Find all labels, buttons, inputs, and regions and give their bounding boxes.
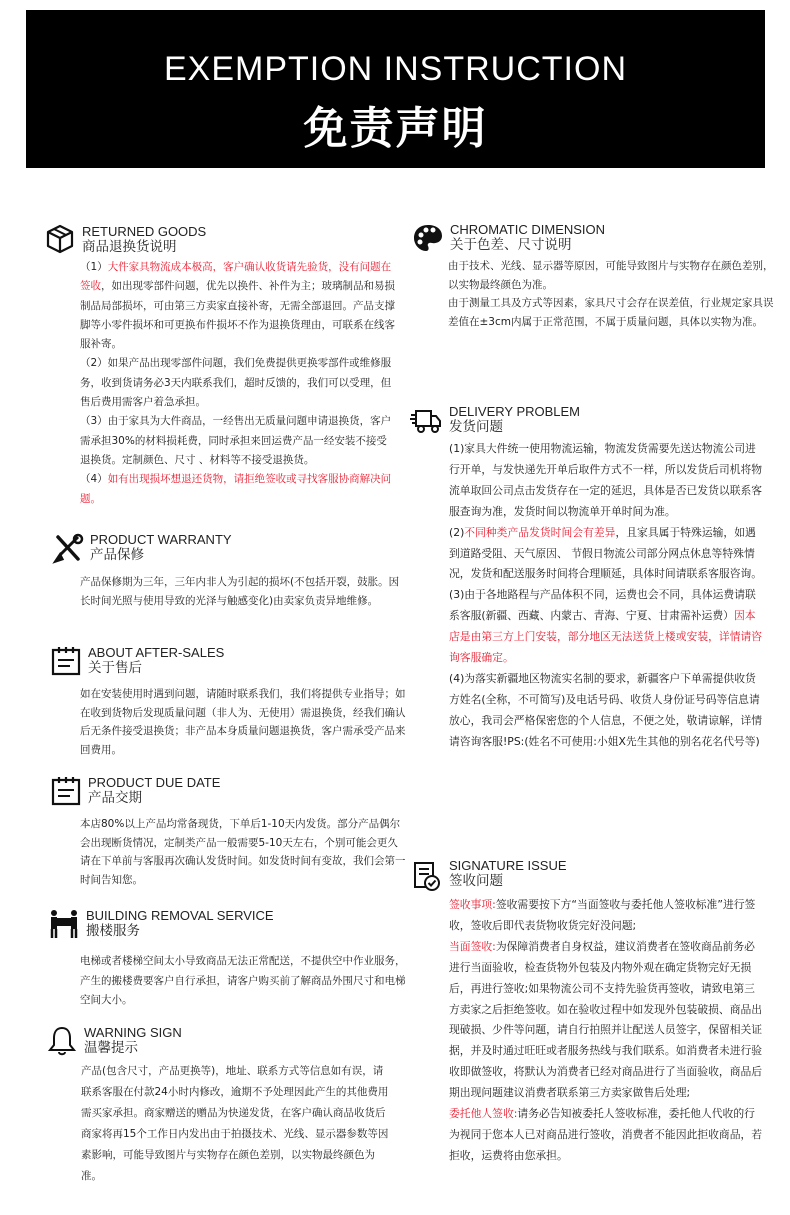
section-body	[80, 685, 406, 759]
text: 为保障消费者自身权益，建议消费者在签收商品前务必进行当面验收，检查货物外包装及内物外观在确定货物完好无损后，再进行签收;如果物流公司不支持先验货再签收，请致电第三方卖家之后拒绝签收。如在验收过程中如发现外包装破损、商品出现破损、少件等问题，请自行拍照并让配送人员签字，保留相关证据，并及时通过旺旺或者服务热线与我们联系。如消费者未进行验收即做签收，将默认为消费者已经对商品进行了当面验收，商品后期出现问题建议消费者联系第三方卖家做售后处理;	[449, 939, 763, 1100]
section-body	[449, 895, 763, 1167]
paragraph	[80, 470, 396, 509]
section-title	[449, 404, 580, 436]
highlight-text: 不同种类产品发货时间会有差异	[464, 525, 616, 539]
title-en: BUILDING REMOVAL SERVICE	[86, 908, 274, 923]
section-body	[448, 257, 774, 331]
section-product-warranty	[52, 533, 412, 633]
paragraph: 由于测量工具及方式等因素，家具尺寸会存在误差值，行业规定家具误差值在±3cm内属于正常范围，不属于质量问题，具体以实物为准。	[448, 297, 774, 328]
title-en: CHROMATIC DIMENSION	[450, 222, 606, 237]
title-cn: 签收问题	[449, 873, 503, 889]
paragraph: 产品(包含尺寸，产品更换等)，地址、联系方式等信息如有误，请联系客服在付款24小时内修改，逾期不予处理因此产生的其他费用需买家承担。商家赠送的赠品为快递发货，在客户确认商品收货后商家将再15个工作日内发出由于拍摄技术、光线、显示器参数等因素影响，可能导致图片与实物存在颜色差别，以实物最终颜色为准。	[81, 1065, 389, 1182]
section-title	[88, 645, 224, 677]
section-body	[80, 952, 406, 1011]
title-en: DELIVERY PROBLEM	[449, 404, 581, 419]
palette-icon	[412, 222, 444, 254]
paragraph	[449, 523, 763, 586]
paragraph	[449, 937, 763, 1104]
movers-icon	[48, 908, 80, 940]
paragraph: (4)为落实新疆地区物流实名制的要求，新疆客户下单需提供收货方姓名(全称，不可简写)及电话号码、收货人身份证号码等信息请放心，我司会严格保密您的个人信息，不便之处，敬请谅解，详情请咨询客服!PS:(姓名不可使用:小姐X先生其他的别名花名代号等)	[449, 671, 763, 748]
title-en: RETURNED GOODS	[82, 224, 207, 239]
banner-title-cn: 免责声明	[303, 103, 488, 154]
section-due-date	[50, 775, 410, 885]
title-en: PRODUCT WARRANTY	[90, 532, 232, 547]
truck-icon	[410, 404, 442, 436]
section-body	[80, 815, 406, 889]
text: （4）	[80, 473, 108, 486]
highlight-text: 因本店是由第三方上门安装，部分地区无法送货上楼或安装，详情请咨询客服确定。	[449, 609, 763, 665]
section-returned-goods	[44, 224, 394, 524]
paragraph: 电梯或者楼梯空间太小导致商品无法正常配送，不提供空中作业服务，产生的搬楼费要客户自行承担，请客户购买前了解商品外围尺寸和电梯空间大小。	[80, 955, 406, 1006]
title-en: SIGNATURE ISSUE	[449, 858, 567, 873]
highlight-text: 如有出现损坏想退还货物，请拒绝签收或寻找客服协商解决问题。	[80, 473, 392, 505]
section-title	[88, 775, 220, 807]
text: (2)	[449, 525, 465, 539]
banner-title-en: EXEMPTION INSTRUCTION	[163, 50, 628, 88]
sign-icon	[410, 860, 442, 892]
section-title	[82, 224, 206, 256]
section-chromatic	[412, 222, 772, 352]
text: ，且家具属于特殊运输，如遇到道路受阻、天气原因、 节假日物流公司部分网点休息等特殊情况，发货和配送服务时间将合理顺延，具体时间请联系客服咨询。	[449, 525, 763, 581]
box-icon	[44, 222, 76, 254]
title-cn: 关于售后	[88, 660, 142, 676]
title-en: PRODUCT DUE DATE	[88, 775, 221, 790]
paragraph: 如在安装使用时遇到问题，请随时联系我们，我们将提供专业指导；如在收到货物后发现质量问题（非人为、无使用）需退换货，经我们确认后无条件接受退换货；非产品本身质量问题退换货，客户需承受产品来回费用。	[80, 688, 406, 756]
title-cn: 关于色差、尺寸说明	[450, 237, 572, 253]
paragraph	[80, 258, 396, 354]
paragraph	[449, 1104, 763, 1167]
title-cn: 温馨提示	[84, 1040, 138, 1056]
paragraph	[449, 895, 763, 937]
section-building-removal	[48, 908, 408, 1018]
text: ，如出现零部件问题，优先以换件、补件为主；玻璃制品和易损制品局部损坏，可由第三方卖家直接补寄，无需全部退回。产品支撑脚等小零件损坏和可更换布件损坏不作为退换货理由，可联系在线客服补寄。	[80, 280, 395, 351]
highlight-text: 当面签收:	[449, 939, 496, 953]
paragraph: 由于技术、光线、显示器等原因，可能导致图片与实物存在颜色差别，以实物最终颜色为准。	[448, 260, 774, 291]
highlight-text: 签收事项:	[449, 898, 496, 911]
text: 签收需要按下方“当面签收与委托他人签收标准”进行签收，签收后即代表货物收货完好没问题;	[449, 898, 756, 932]
section-body	[80, 258, 396, 509]
title-en: WARNING SIGN	[84, 1025, 182, 1040]
bell-icon	[46, 1025, 78, 1057]
section-title	[90, 532, 232, 564]
title-cn: 搬楼服务	[86, 923, 140, 939]
section-title	[84, 1025, 182, 1057]
section-body	[449, 439, 763, 753]
title-cn: 发货问题	[449, 419, 503, 435]
highlight-text: 委托他人签收:	[449, 1107, 518, 1121]
paragraph: 产品保修期为三年，三年内非人为引起的损坏(不包括开裂，鼓胀。因长时间光照与使用导致的光泽与触感变化)由卖家负责异地维修。	[80, 576, 400, 607]
section-title	[450, 222, 605, 254]
section-signature	[410, 858, 775, 1198]
paragraph	[449, 585, 763, 669]
section-warning-sign	[46, 1025, 406, 1195]
paragraph: (1)家具大件统一使用物流运输，物流发货需要先送达物流公司进行开单，与发快递先开单后取件方式不一样，所以发货后司机将物流单取回公司点击发货存在一定的延迟，具体是否已发货以联系客服查询为准，发货时间以物流单开单时间为准。	[449, 442, 763, 518]
section-title	[449, 858, 567, 890]
header-banner	[26, 10, 765, 168]
section-body	[81, 1061, 393, 1186]
text: 请务必告知被委托人签收标准，委托他人代收的行为视同于您本人已对商品进行签收，消费者不能因此拒收商品，若拒收，运费将由您承担。	[449, 1107, 763, 1162]
calendar-icon	[50, 775, 82, 807]
paragraph: （2）如果产品出现零部件问题，我们免费提供更换零部件或维修服务，收到货请务必3天内联系我们，超时反馈的，我们可以受理，但售后费用需客户着急承担。	[80, 357, 392, 409]
highlight-text: 大件家具物流成本极高，客户确认收货请先验货，没有问题在签收	[80, 261, 392, 293]
title-en: ABOUT AFTER-SALES	[88, 645, 225, 660]
paragraph: （3）由于家具为大件商品，一经售出无质量问题申请退换货，客户需承担30%的材料损耗费，同时承担来回运费产品一经安装不接受退换货。定制颜色、尺寸 、材料等不接受退换货。	[80, 415, 392, 466]
calendar-icon	[50, 645, 82, 677]
title-cn: 产品交期	[88, 790, 142, 806]
paragraph: 本店80%以上产品均常备现货，下单后1-10天内发货。部分产品偶尔会出现断货情况，定制类产品一般需要5-10天左右，个别可能会更久请在下单前与客服再次确认发货时间。如发货时间有变故，我们会第一时间告知您。	[80, 818, 406, 886]
section-delivery	[410, 404, 775, 824]
title-cn: 商品退换货说明	[82, 239, 177, 255]
text: (3)由于各地路程与产品体积不同，运费也会不同，具体运费请联系客服(新疆、西藏、内蒙古、青海、宁夏、甘肃需补运费）	[449, 588, 756, 623]
section-after-sales	[50, 645, 410, 755]
text: （1）	[80, 261, 108, 273]
section-title	[86, 908, 274, 940]
tools-icon	[52, 533, 84, 565]
section-body	[80, 573, 406, 610]
title-cn: 产品保修	[90, 547, 144, 563]
